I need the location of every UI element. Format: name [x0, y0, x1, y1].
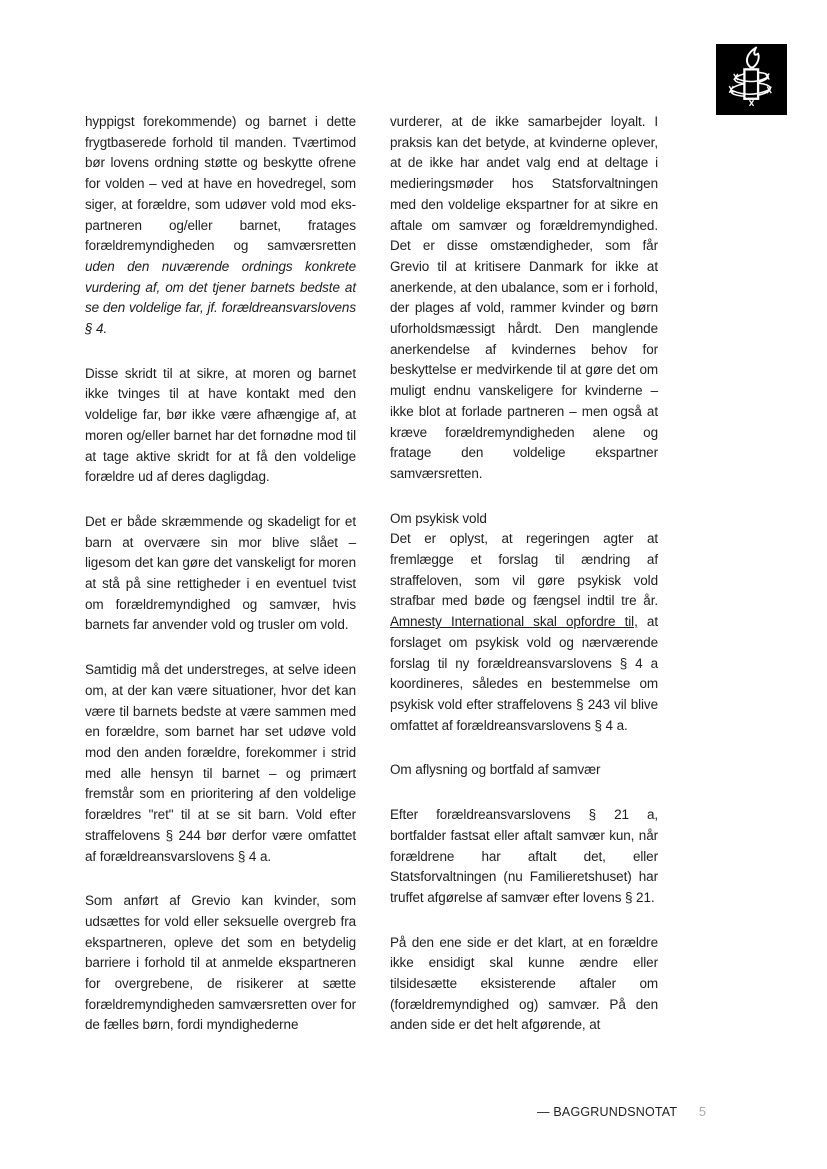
text-segment: Om psykisk vold [390, 510, 487, 526]
text-segment: uden den nuværende ordnings konkrete vurdering af, om det tjener barnets bedste at se den voldelige far, jf. forældreansvarslovens § 4. [85, 258, 356, 337]
text-segment: Om aflysning og bortfald af samvær [390, 762, 601, 778]
text-segment: Som anført af Grevio kan kvinder, som udsættes for vold eller seksuelle overgreb fra ekspartneren, opleve det som en betydelig barriere i forhold til at anmelde ekspartneren for overgrebene, de risikerer at sætte forældremyndigheden samværsretten over for de fælles børn, fordi myndighederne [85, 893, 356, 1033]
text-segment: vurderer, at de ikke samarbejder loyalt. I praksis kan det betyde, at kvinderne oplever, at de ikke har andet valg end at deltage i medieringsmøder hos Statsforvaltningen med den voldelige ekspartner for at sikre en aftale om samvær og forældremyndighed. Det er disse omstændigheder, som får Grevio til at kritisere Danmark for ikke at anerkende, at den ubalance, som er i forhold, der plages af vold, rammer kvinder og børn uforholdsmæssigt hårdt. Den manglende anerkendelse af kvindernes behov for beskyttelse er medvirkende til at gøre det om muligt endnu vanskeligere for kvinderne – ikke blot at forlade partneren – men også at kræve forældremyndigheden alene og fratage den voldelige ekspartner samværsretten. [390, 114, 658, 481]
body-paragraph [390, 529, 658, 736]
text-segment: Det er oplyst, at regeringen agter at fremlægge et forslag til ændring af straffeloven, som vil gøre psykisk vold strafbar med bøde og fængsel indtil tre år. [390, 531, 658, 609]
text-segment: Samtidig må det understreges, at selve ideen om, at der kan være situationer, hvor det kan være til barnets bedste at være sammen med en forældre, som barnet har set udøve vold mod den anden forældre, forekommer i strid med alle hensyn til barnet – og primært fremstår som en prioritering af den voldelige forældres "ret" til at se sit barn. Vold efter straffelovens § 244 bør derfor være omfattet af forældreansvarslovens § 4 a. [85, 662, 356, 864]
text-segment: at forslaget om psykisk vold og nærværende forslag til ny forældreansvarslovens § 4 a koordineres, således en bestemmelse om psykisk vold efter straffelovens § 243 vil blive omfattet af forældreansvarslovens § 4 a. [390, 614, 658, 733]
body-paragraph [85, 660, 356, 867]
body-paragraph [85, 364, 356, 488]
text-segment: hyppigst forekommende) og barnet i dette frygtbaserede forhold til manden. Tværtimod bør lovens ordning støtte og beskytte ofrene for volden – ved at have en hovedregel, som siger, at forældre, som udøver vold mod eks-partneren og/eller barnet, fratages forældremyndigheden og samværsretten [85, 114, 356, 254]
text-segment: På den ene side er det klart, at en forældre ikke ensidigt skal kunne ændre eller tilsidesætte eksisterende aftaler om (forældremyndighed og) samvær. På den anden side er det helt afgørende, at [390, 934, 658, 1033]
body-paragraph [390, 933, 658, 1037]
page-number: 5 [699, 1105, 706, 1119]
text-segment: Det er både skræmmende og skadeligt for et barn at overvære sin mor blive slået – ligesom det kan gøre det vanskeligt for moren at stå på sine rettigheder i en eventuel tvist om forældremyndighed og samvær, hvis barnets far anvender vold og trusler om vold. [85, 513, 356, 633]
section-heading [390, 509, 658, 530]
body-paragraph [390, 805, 658, 909]
left-column [85, 112, 356, 1060]
body-paragraph [85, 891, 356, 1036]
right-column [390, 112, 658, 1060]
amnesty-candle-logo [716, 44, 787, 115]
body-paragraph [390, 112, 658, 485]
candle-barbed-wire-icon [716, 44, 787, 115]
footer-label: — BAGGRUNDSNOTAT [537, 1105, 678, 1119]
text-segment: Efter forældreansvarslovens § 21 a, bortfalder fastsat eller aftalt samvær kun, når forældrene har aftalt det, eller Statsforvaltningen (nu Familieretshuset) har truffet afgørelse af samvær efter lovens § 21. [390, 807, 658, 905]
text-segment: Amnesty International skal opfordre til, [390, 614, 638, 630]
section-heading [390, 760, 658, 781]
text-segment: Disse skridt til at sikre, at moren og barnet ikke tvinges til at have kontakt med den voldelige far, bør ikke være afhængige af, at moren og/eller barnet har det fornødne mod til at tage aktive skridt for at få den voldelige forældre ud af deres dagligdag. [85, 365, 356, 485]
page-footer [0, 1102, 827, 1126]
body-paragraph [85, 512, 356, 636]
body-paragraph [85, 112, 356, 340]
